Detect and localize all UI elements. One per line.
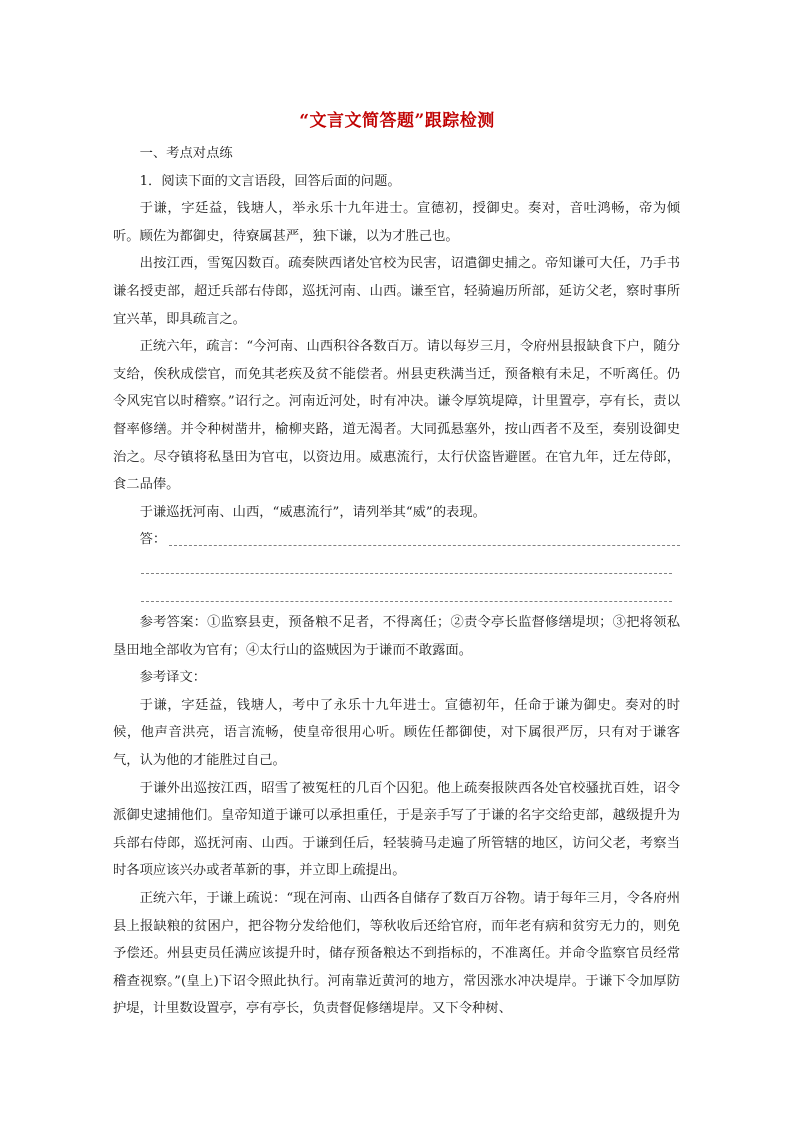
passage-paragraph: 于谦，字廷益，钱塘人，举永乐十九年进士。宣德初，授御史。奏对，音吐鸿畅，帝为倾听。顾佐为都御史，待寮属甚严，独下谦，以为才胜己也。 [113,201,680,244]
translation-paragraph: 于谦外出巡按江西，昭雪了被冤枉的几百个囚犯。他上疏奏报陕西各处官校骚扰百姓，诏令派御史逮捕他们。皇帝知道于谦可以承担重任，于是亲手写了于谦的名字交给吏部，越级提升为兵部右侍郎，巡抚河南、山西。于谦到任后，轻装骑马走遍了所管辖的地区，访问父老，考察当时各项应该兴办或者革新的事，并立即上疏提出。 [113,780,680,879]
answer-label: 答： [139,532,167,548]
section-heading: 一、考点对点练 [139,146,233,161]
answer-dotted-line [141,573,672,574]
answer-line [113,526,680,554]
page-title: “文言文简答题”跟踪检测 [299,111,495,131]
passage-paragraph: 出按江西，雪冤囚数百。疏奏陕西诸处官校为民害，诏遣御史捕之。帝知谦可大任，乃手书谦名授吏部，超迁兵部右侍郎，巡抚河南、山西。谦至官，轻骑遍历所部，延访父老，察时事所宜兴革，即具疏言之。 [113,256,680,327]
answer-dotted-line [169,545,680,546]
translation-label: 参考译文： [139,670,207,686]
question-intro: 1．阅读下面的文言语段，回答后面的问题。 [139,173,401,189]
translation-paragraph: 正统六年，于谦上疏说：“现在河南、山西各自储存了数百万谷物。请于每年三月，令各府州县上报缺粮的贫困户，把谷物分发给他们，等秋收后还给官府，而年老有病和贫穷无力的，则免予偿还。州县吏员任满应该提升时，储存预备粮达不到指标的，不准离任。并命令监察官员经常稽查视察。”(皇上)下诏令照此执行。河南靠近黄河的地方，常因涨水冲决堤岸。于谦下令加厚防护堤，计里数设置亭，亭有亭长，负责督促修缮堤岸。又下令种树、 [113,891,680,1017]
answer-line [113,554,680,582]
answer-line [113,582,680,610]
document-body [113,140,680,1023]
question-text: 于谦巡抚河南、山西，“威惠流行”，请列举其“威”的表现。 [139,504,486,520]
translation-paragraph: 于谦，字廷益，钱塘人，考中了永乐十九年进士。宣德初年，任命于谦为御史。奏对的时候，他声音洪亮，语言流畅，使皇帝很用心听。顾佐任都御使，对下属很严厉，只有对于谦客气，认为他的才能胜过自己。 [113,697,680,769]
passage-paragraph: 正统六年，疏言：“今河南、山西积谷各数百万。请以每岁三月，令府州县报缺食下户，随分支给，俟秋成偿官，而免其老疾及贫不能偿者。州县吏秩满当迁，预备粮有未足，不听离任。仍令风宪官以时稽察。”诏行之。河南近河处，时有冲决。谦令厚筑堤障，计里置亭，亭有长，责以督率修缮。并令种树凿井，榆柳夹路，道无渴者。大同孤悬塞外，按山西者不及至，奏别设御史治之。尽夺镇将私垦田为官屯，以资边用。威惠流行，太行伏盗皆避匿。在官九年，迁左侍郎，食二品俸。 [113,339,680,493]
answer-dotted-line [141,601,672,602]
reference-answer: 参考答案：①监察县吏，预备粮不足者，不得离任；②责令亭长监督修缮堤坝；③把将领私垦田地全部收为官有；④太行山的盗贼因为于谦而不敢露面。 [113,615,680,658]
